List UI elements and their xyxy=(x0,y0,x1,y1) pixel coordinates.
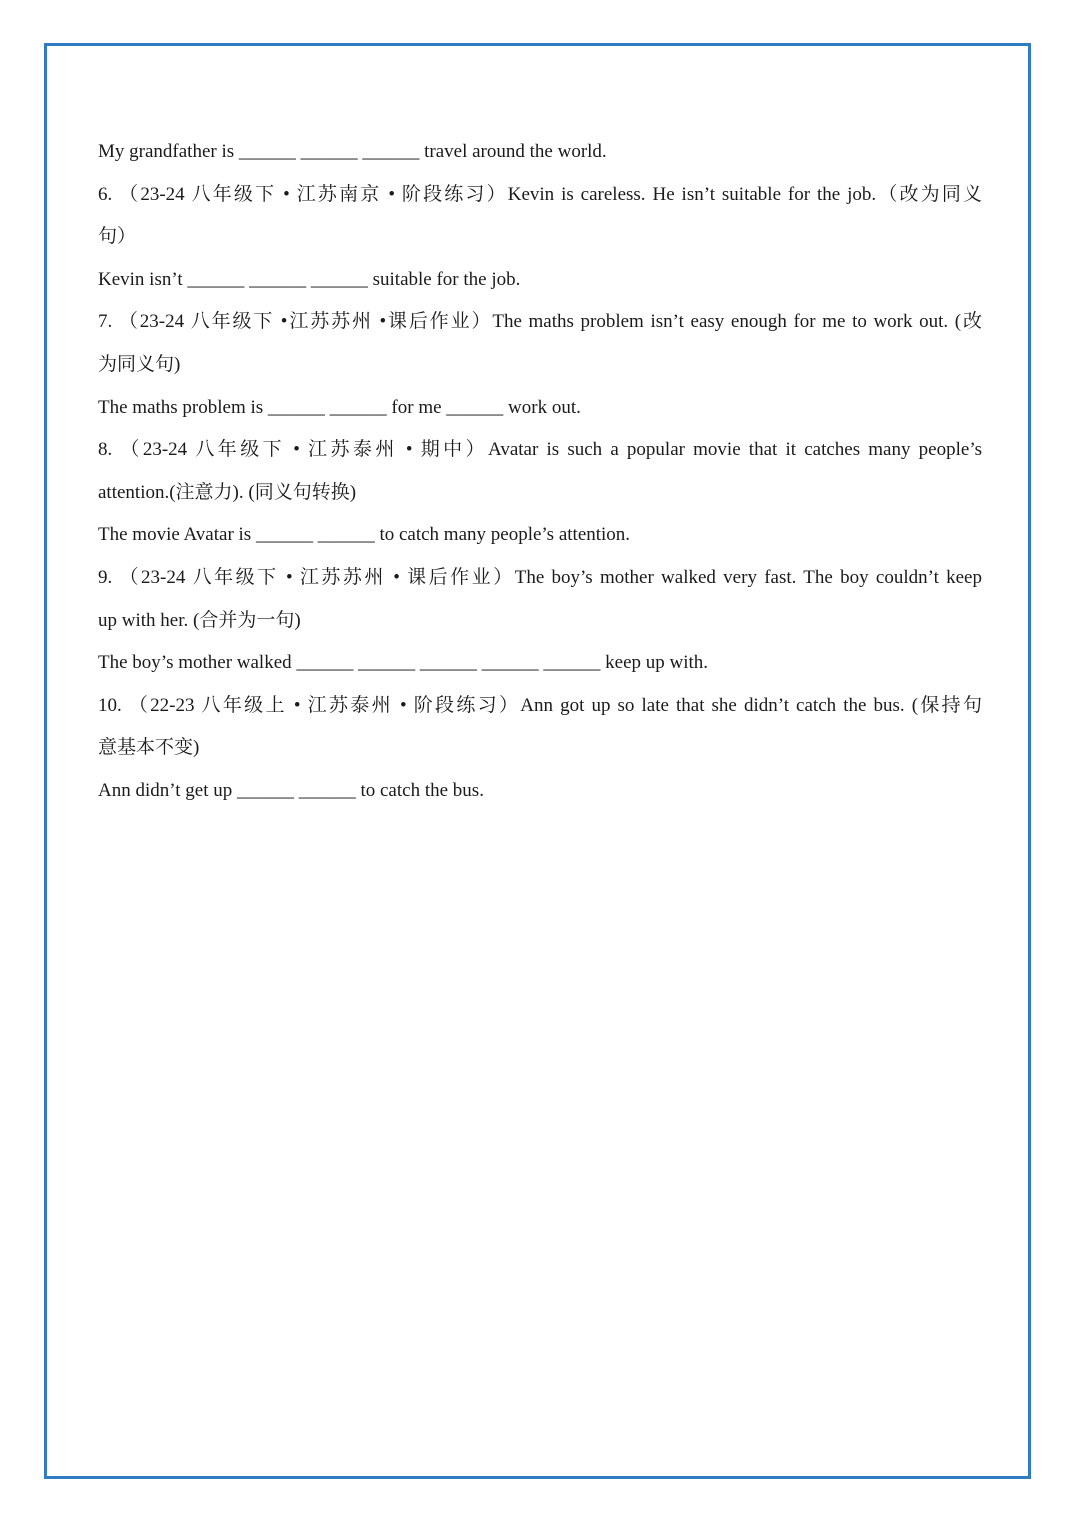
question-6: 6. （23-24 八年级下 • 江苏南京 • 阶段练习）Kevin is careless. He isn’t suitable for the job.（改为同义 xyxy=(98,183,982,205)
question-10-cont: 意基本不变) xyxy=(98,737,200,759)
question-9: 9. （23-24 八年级下 • 江苏苏州 • 课后作业）The boy’s mother walked very fast. The boy couldn’t keep xyxy=(98,566,982,588)
answer-line-9: The boy’s mother walked ______ ______ ______ ______ ______ keep up with. xyxy=(98,652,709,674)
answer-line-8: The movie Avatar is ______ ______ to catch many people’s attention. xyxy=(98,524,631,546)
question-10: 10. （22-23 八年级上 • 江苏泰州 • 阶段练习）Ann got up so late that she didn’t catch the bus. (保持句 xyxy=(98,694,982,716)
question-9-cont: up with her. (合并为一句) xyxy=(98,609,301,631)
answer-line-7: The maths problem is ______ ______ for me ______ work out. xyxy=(98,396,581,418)
exercise-content xyxy=(98,131,982,813)
answer-line-5: My grandfather is ______ ______ ______ travel around the world. xyxy=(98,141,607,162)
answer-line-10: Ann didn’t get up ______ ______ to catch the bus. xyxy=(98,779,484,801)
question-7-cont: 为同义句) xyxy=(98,353,181,375)
question-8-cont: attention.(注意力). (同义句转换) xyxy=(98,481,357,503)
question-6-cont: 句） xyxy=(98,226,137,248)
question-7: 7. （23-24 八年级下 •江苏苏州 •课后作业）The maths problem isn’t easy enough for me to work out. (改 xyxy=(98,311,982,333)
question-8: 8. （23-24 八年级下 • 江苏泰州 • 期中）Avatar is such a popular movie that it catches many people’s xyxy=(98,439,982,461)
answer-line-6: Kevin isn’t ______ ______ ______ suitable for the job. xyxy=(98,268,521,290)
